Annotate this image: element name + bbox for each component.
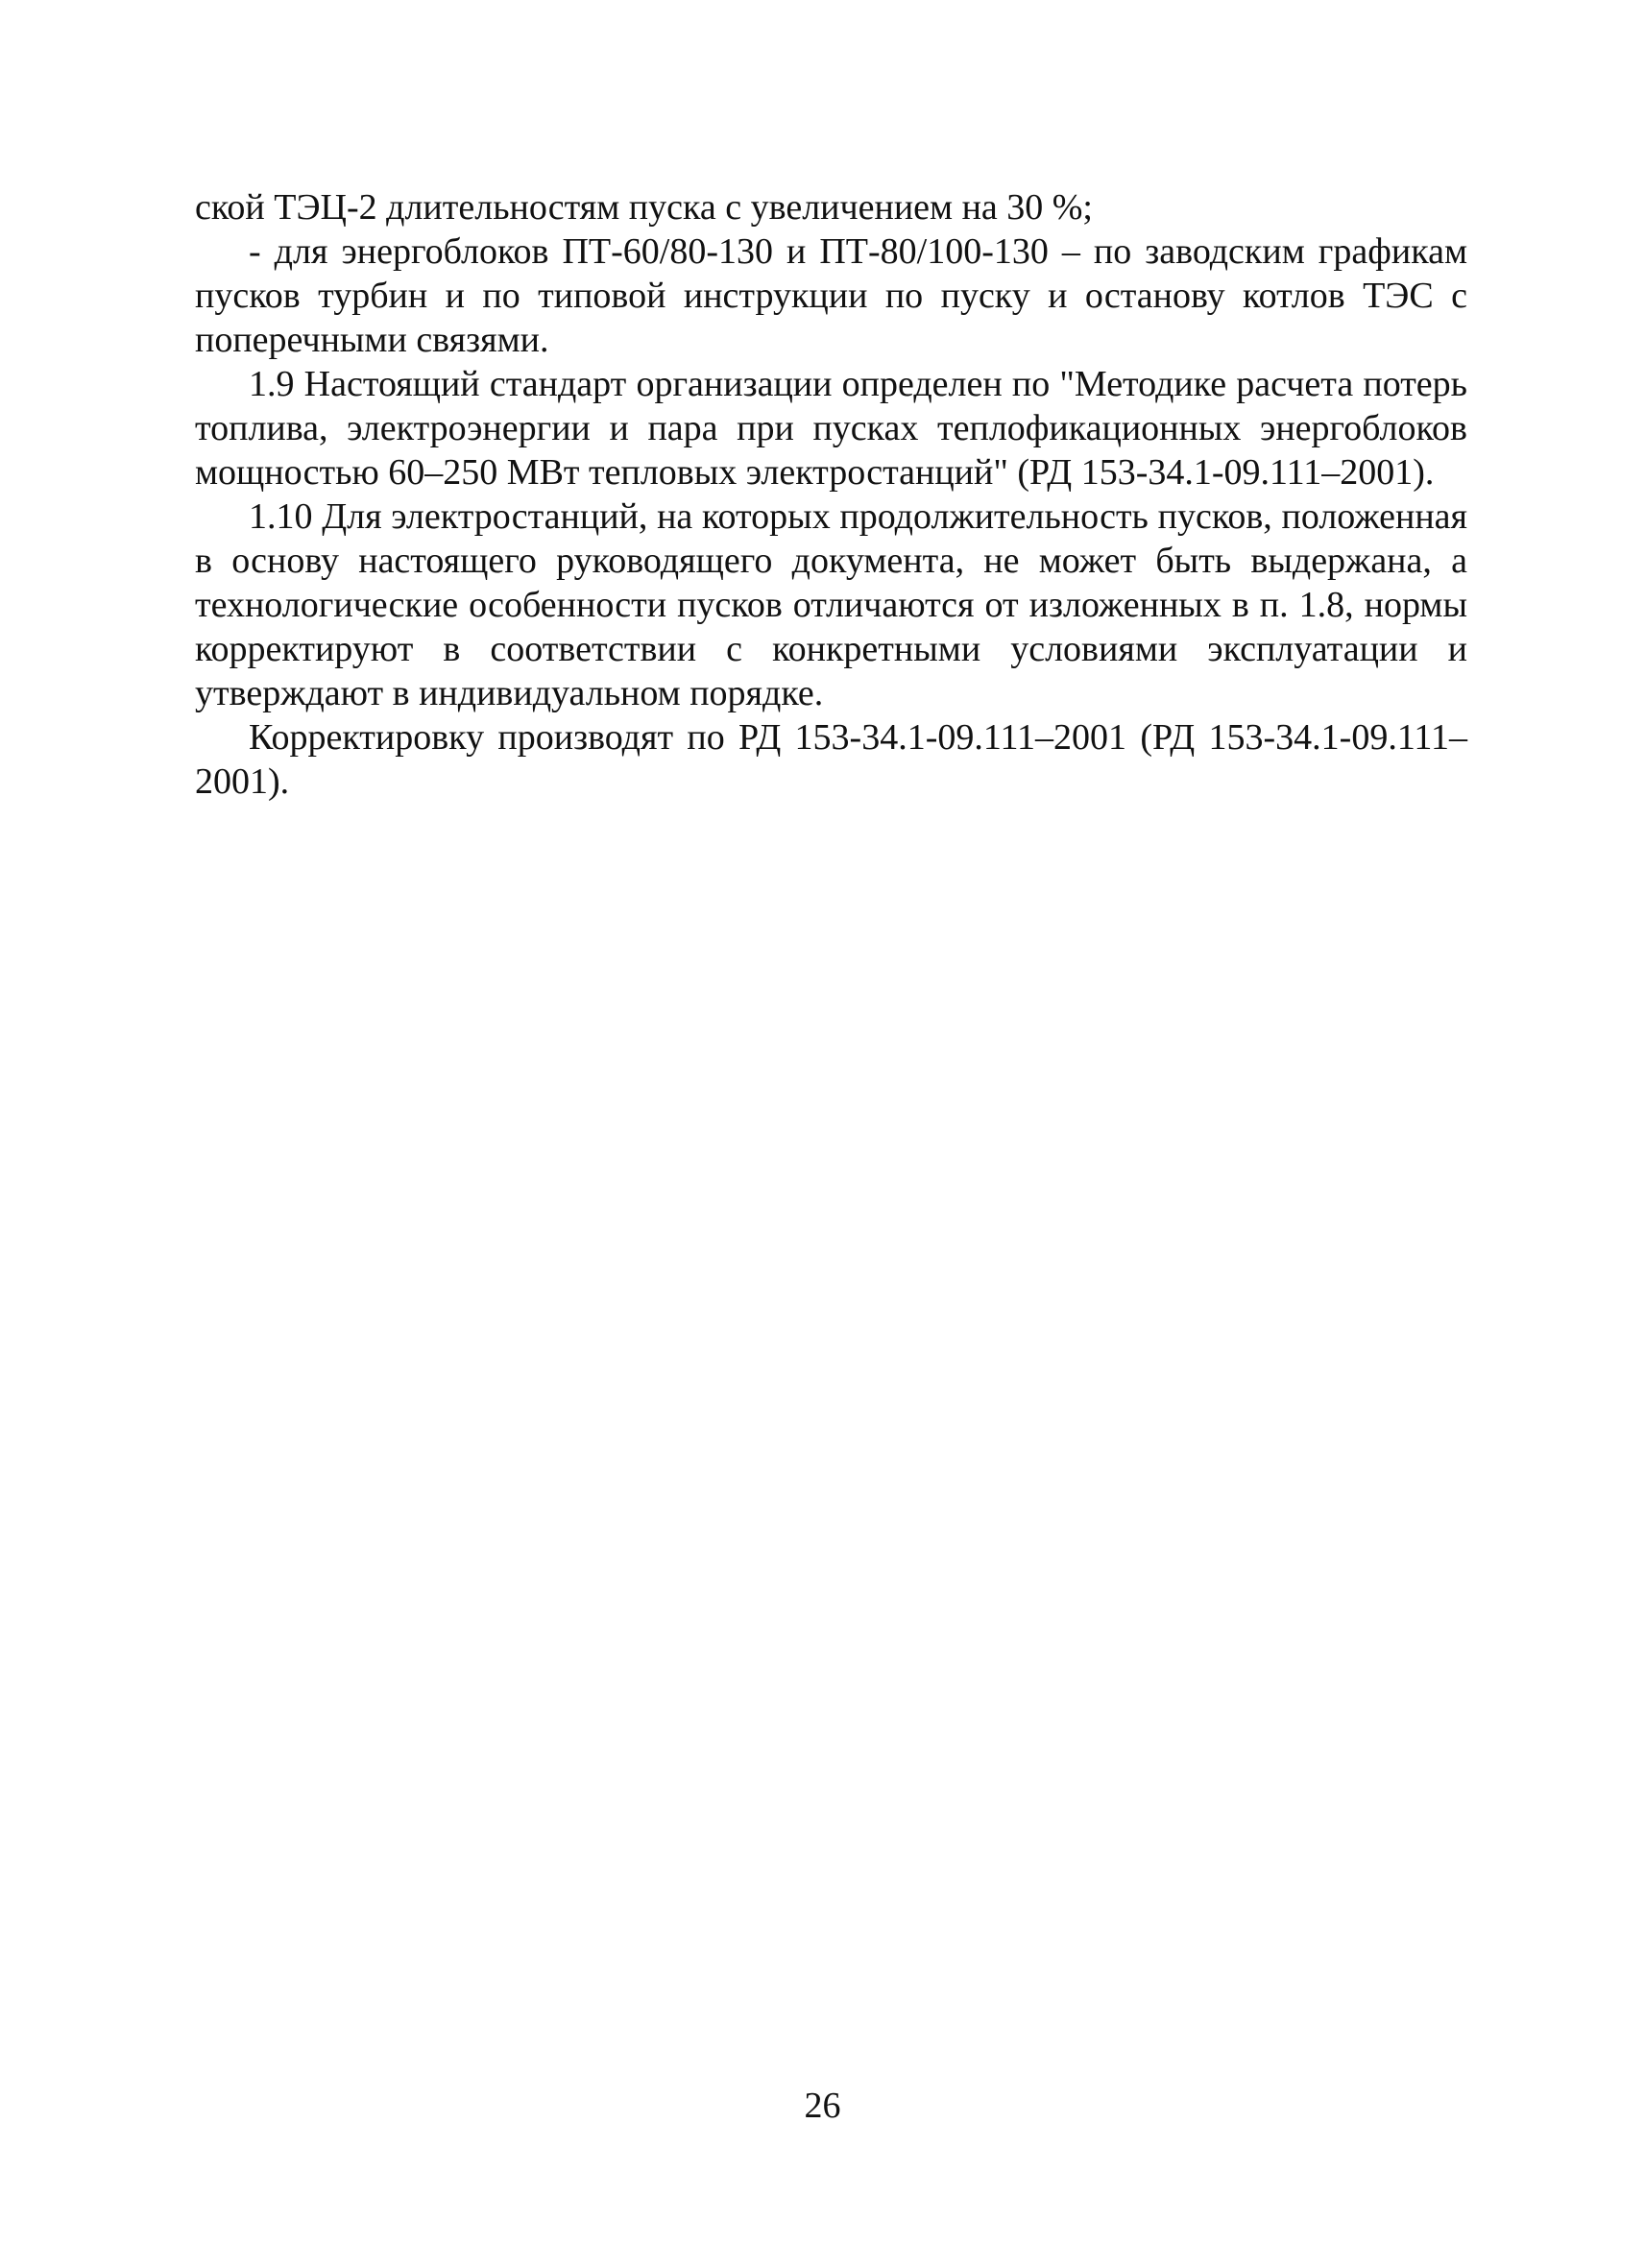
paragraph-1-9: 1.9 Настоящий стандарт организации определен по "Методике расчета потерь топлива, электроэнергии и пара при пусках теплофикационных энергоблоков мощностью 60–250 МВт тепловых электростанций" (РД 153-34.1-09.111–2001).	[195, 364, 1467, 493]
paragraph-correction: Корректировку производят по РД 153-34.1-09.111–2001 (РД 153-34.1-09.111–2001).	[195, 717, 1467, 802]
paragraph-1-10: 1.10 Для электростанций, на которых продолжительность пусков, положенная в основу настоящего руководящего документа, не может быть выдержана, а технологические особенности пусков отличаются от изложенных в п. 1.8, нормы корректируют в соответствии с конкретными условиями эксплуатации и утверждают в индивидуальном порядке.	[195, 496, 1467, 713]
paragraph-list-item-dash: - для энергоблоков ПТ-60/80-130 и ПТ-80/100-130 – по заводским графикам пусков турбин и по типовой инструкции по пуску и останову котлов ТЭС с поперечными связями.	[195, 231, 1467, 360]
paragraph-continuation: ской ТЭЦ-2 длительностям пуска с увеличением на 30 %;	[195, 187, 1093, 228]
page-number: 26	[804, 2086, 841, 2126]
body-text	[195, 185, 1467, 804]
